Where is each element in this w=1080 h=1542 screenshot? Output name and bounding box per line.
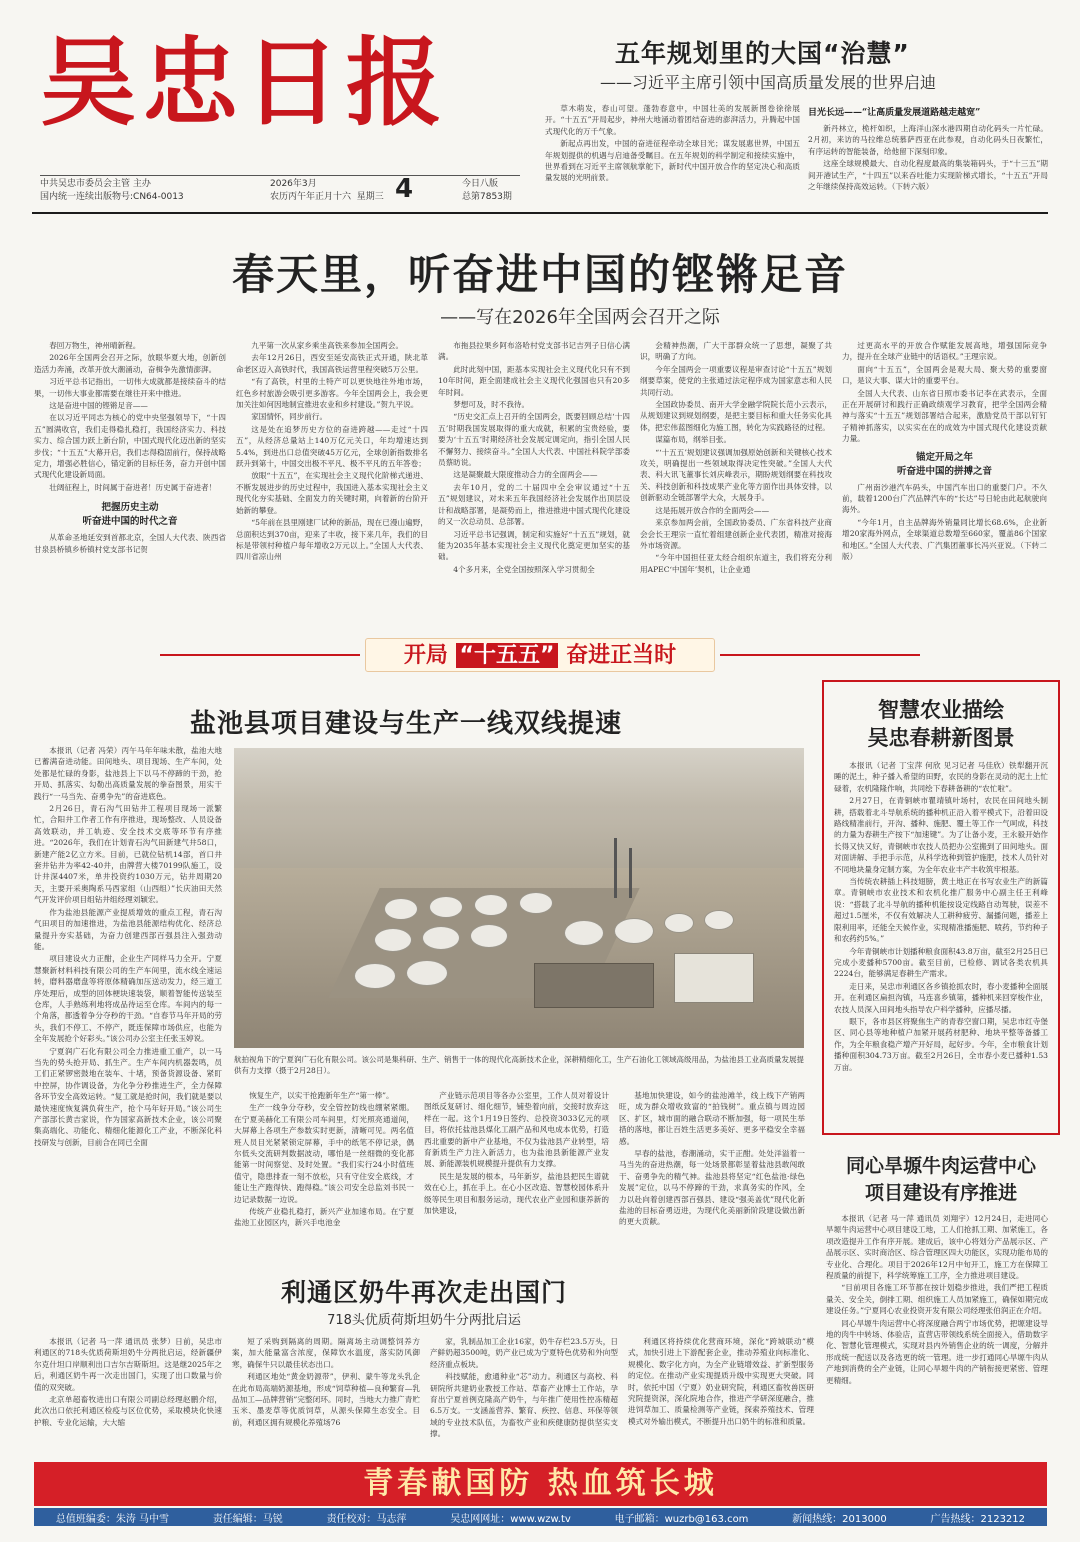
bottom-slogan-banner: 青春献国防 热血筑长城 xyxy=(34,1462,1047,1506)
agri-body: 本报讯（记者 丁宝萍 何欣 见习记者 马佳欣）铁犁翻开沉睡的泥土，种子播入希望的田野，农民的身影在灵动的泥土上忙碌着，农机隆隆作响，共同绘下春耕备耕的“农忙啦”。 2月27日，在青铜峡市瞿靖镇叶场村，农民在田间地头制耕，搭载着北斗导航系统的播种机正沿入着平模式下，沿着田设路线精准前行，开沟、播种、施肥、覆土等工作一气呵成，科技的力量为春耕生产按下“加速键”。为了让备小麦，王永毅开始作长得又快又好，青铜峡市农技人员把办公室搬到了田间地头。面对面讲解、手把手示范，从科学选种到管护施肥，技术人员针对不同地块量身定制方案，为全年农业丰产丰收筑牢根基。 当传统农耕插上科技翅膀，黄土地正在书写农业生产的新篇章。青铜峡市农业技术和农机化推广服务中心副主任王利峰说：“搭载了北斗导航的播种机能按设定线路自动驾驶，误差不超过1.5厘米，不仅有效解决人工耕种疲劳、漏播问题，播差上限利用率，还能全天候作业，实现精准播施肥、喷药，节约种子和农药约5%。” 今年青铜峡市计划播种粮食面积43.8万亩，截至2月25日已完成小麦播种5700亩。截至目前，已检修、调试各类农机具2224台，能够满足春耕生产需求。 走日来，吴忠市利通区各乡镇抢抓农时，春小麦播种全面展开。在利通区扁担沟镇，马连喜乡镇第，播种机来回穿梭作业，农技人员深入田间地头指导农户科学播种，应播尽播。 眼下，各市县区将聚焦生产的青春空窗口期，吴忠市红寺堡区、同心县等地种植户加紧开展药材肥种、地块平整等备播工作，为全年粮食稳产增产开好局，起好步。今年，全市粮食计划播种面积304.73万亩。截至2月26日，全市春小麦已播种1.53万亩。 xyxy=(834,761,1048,1072)
section-banner: 开局 “十五五” 奋进正当时 xyxy=(365,638,715,672)
footer-website[interactable]: 吴忠网网址：www.wzw.tv xyxy=(450,1513,571,1525)
yanchi-headline: 盐池县项目建设与生产一线双线提速 xyxy=(190,709,623,739)
footer-ad-hotline: 广告热线：2123212 xyxy=(930,1513,1026,1525)
day-number: 4 xyxy=(395,174,414,204)
litong-headline: 利通区奶牛再次走出国门 xyxy=(280,1278,567,1307)
yanchi-col4: 基地加快建设，如今的盐池滩羊，线上线下产销两旺，成为群众增收致富的“拍钱树”。重点镇与周边园区、扩区，城市面的融合联动不断加强，每一项民生举措的落地，都让百姓生活更多美好、更多平稳安全幸福感。 早春的盐池，春潮涌动，实干正酣。处处洋溢着一马当先的奋进热潮，每一处场景都彰显着盐池县敢闯敢干、奋勇争先的精气神。盐池县将坚定“红色盐池·绿色发展”定位，以马不停蹄的干劲，求真务实的作风，全力以赴向着创建西部百强县、建设“强美盖优”现代化新盐池的目标奋勇迈进，为现代化美丽新阶段建设做出新的更大贡献。 xyxy=(619,1091,805,1227)
yanchi-col3: 产业链示范项目等各办公室里，工作人员对着设计图纸反复研讨、细化细节，铺垫着向前，交接时放弃这样在一起。这个1月19日签约、总投资3033亿元的项目，将依托盐池县煤化工副产品和风电成本优势，打造西北重要的新中产业基地，不仅为盐池县产业转型，培育新质生产力注入新活力，也为盐池县新能源产业发展、新能源装机规模提升提供有力支撑。 民生是发展的根本，马年新岁，盐池县把民生谱就效在心上，抓在手上。在心小区改造、智慧校园体系升级等民生项目和服务运动，现代农业产业园和康养新的加快建设， xyxy=(424,1091,609,1216)
footer-email[interactable]: 电子邮箱：wuzrb@163.com xyxy=(614,1513,749,1525)
yanchi-col2: 恢复生产，以实干抢跑新年生产“第一棒”。 生产一线争分夺秒，安全管控防线也绷紧紧绷。在宁夏美赫化工有限公司车间里，灯光照亮通道间，大屏幕上各项生产参数实时更新，清晰可见。两名值班人员目光紧紧锁定屏幕，手中的纸笔不停记录，偶尔低头交流研判数据波动，哪怕是一丝细微的变化都能第一时间察觉、及时处置。“我们实行24小时值班值守，隐患排查一刻不放松，只有守住安全底线，才能让生产跑得快、跑得稳。”该公司安全总监刘书民一边记录数据一边说。 传统产业稳扎稳打，新兴产业加速布局。在宁夏盐池工业园区内，新兴手电池金 xyxy=(234,1091,414,1228)
photo-caption: 航拍视角下的宁夏润广石化有限公司。该公司是集科研、生产、销售于一体的现代化高新技术企业，深耕精细化工，生产石油化工领域高级用品，为盐池县工业高质量发展提供有力支撑（摄于2月28日）。 xyxy=(234,1055,804,1075)
weekday: 星期三 xyxy=(356,192,384,202)
litong-subheadline: 718头优质荷斯坦奶牛分两批启运 xyxy=(327,1313,521,1328)
lead-headline: 春天里，听奋进中国的铿锵足音 xyxy=(231,250,848,299)
footer-news-hotline: 新闻热线：2013000 xyxy=(792,1513,887,1525)
lead-col1: 春回万物生，神州晴新程。 2026年全国两会召开之际，放眼华夏大地，创新创造活力奔涌，改革开放大潮涌动，奋楫争先激情澎湃。 习近平总书记指出，一切伟大成就都是接续奋斗的结果，一切伟大事业都需要在继往开来中推进。 这是奋进中国的铿锵足音—— 在以习近平同志为核心的党中央坚强领导下，“十四五”圆满收官，我们走得稳扎稳打，我国经济实力、科技实力、综合国力跃上新台阶，中国式现代化迈出新的坚实步伐；“十五五”大幕开启，我们志得稳固前行，保持战略定力，增强必胜信心，锚定新的目标任务，奋力开创中国式现代化建设新局面。 壮阔征程上，时间属于奋进者！历史属于奋进者！ 把握历史主动 听奋进中国的时代之音 从革命圣地延安到首都北京，全国人大代表、陕西省甘泉县桥镇乡桥镇村党支部书记贺 xyxy=(34,341,226,554)
newspaper-title: 吴忠日报 xyxy=(40,26,448,139)
masthead-rule xyxy=(40,175,520,176)
agri-story-box xyxy=(822,680,1060,1135)
sponsor: 中共吴忠市委员会主管 主办 xyxy=(40,179,151,189)
lead-subheading-1: 把握历史主动 听奋进中国的时代之音 xyxy=(82,502,178,528)
footer-bar xyxy=(34,1508,1047,1526)
lead-subheadline: ——写在2026年全国两会召开之际 xyxy=(440,307,720,328)
top-story-headline: 五年规划里的大国“治慧” xyxy=(615,39,910,68)
top-story-col2: 目光长远——“让高质量发展道路越走越宽” 新丹林立，桅杆如织，上海洋山深水港四期自动化码头一片忙碌。2月初，来访的马拉维总统慕萨西亚在此参观，自动化码头日夜繁忙，有序运转的智能装备，给他留下深刻印象。 这座全球规模最大、自动化程度最高的集装箱码头，于“十三五”期间开港试生产，“十四五”以来吞吐能力实现阶梯式增长，“十五五”开局之年继续保持高效运转。（下转六版） xyxy=(808,108,1048,192)
lead-col5: 过更高水平的开放合作赋能发展高地，增强国际竞争力，提升在全球产业链中的话语权。”王理宗说。 面向“十五五”，全国两会是观大局、聚大势的重要窗口，是议大事、谋大计的重要平台。 全国人大代表、山东省日照市委书记李在武表示，全面正在开展研讨和践行正确政绩观学习教育，把学全国两会精神与落实“十五五”规划部署结合起来，激励党员干部以钉钉子精神抓落实，以实实在在的成效为中国式现代化建设贡献力量。 锚定开局之年 听奋进中国的拼搏之音 广州南沙港汽车码头，中国汽车出口的重要门户。不久前，载着1200台广汽品牌汽车的“长达”号日轮由此起航驶向海外。 “今年1月，自主品牌海外销量同比增长68.6%，企业新增20家海外网点，全球渠道总数增至660家，覆盖86个国家和地区。”全国人大代表、广汽集团董事长冯兴亚说。（下转二版） xyxy=(842,341,1047,562)
cn-number: 国内统一连续出版物号:CN64-0013 xyxy=(40,192,184,202)
banner-line-left xyxy=(160,654,360,656)
litong-col3: 家，乳制品加工企业16家，奶牛存栏23.5万头，日产鲜奶超3500吨，奶产业已成为宁夏特色优势和外向型经济重点板块。 科技赋能，愈通种业“芯”动力。利通区与高校、科研院所共建奶业教授工作站、草畜产业博士工作站，孕育出宁夏首例克隆高产奶牛，与年推广使用性控冻精超6.5万支。一支涵盖营养、繁育、疾控、信息、环保等领域的专业技术队伍，为畜牧产业和疾健康防提供坚实支撑。 xyxy=(430,1337,618,1439)
footer-editor-in-chief: 总值班编委：朱涛 马中雪 xyxy=(55,1513,170,1525)
litong-col1: 本报讯（记者 马一萍 通讯员 张梦）日前，吴忠市利通区的718头优质荷斯坦奶牛分两批启运，经新疆伊尔克什坦口岸顺利出口吉尔吉斯斯坦。这是继2025年之后，利通区奶牛再一次走出国门，实现了出口数量与价值的双突破。 北京单超畜牧进出口有限公司副总经理赵鹏介绍，此次出口依托利通区检疫与区位优势，采取模块化快速护粮、专业化运输，大大缩 xyxy=(34,1337,222,1427)
lead-col4: 会精神热潮，广大干部群众统一了思想，凝聚了共识，明确了方向。 今年全国两会一项重要议程是审查讨论“十五五”规划纲要草案，使党的主张通过法定程序成为国家意志和人民共同行动。 全国政协委员、南开大学金融学院院长范小云表示，从规划建议到规划纲要，是把主要目标和重大任务实化具体，把宏伟蓝图细化为施工图，转化为实践路径的过程。 谋篇布局，纲举目张。 “‘十五五’规划建议强调加强原始创新和关键核心技术攻关，明确提出一些领域取得决定性突破。”全国人大代表、科大讯飞董事长刘庆峰表示，期盼规划纲要在科技攻关、科技创新和科技成果产业化等方面作出具体安排，以创新驱动全链部署学大众，大展身手。 这是拓展开放合作的全面两会—— 来京参加两会前，全国政协委员、广东省科技产业商会会长王理宗一直忙着组建创新企业代表团，精准对接海外市场资源。 “今年中国担任亚太经合组织东道主，我们将充分利用APEC‘中国年’契机，让企业通 xyxy=(640,341,832,574)
footer-proofreader: 责任校对：马志萍 xyxy=(326,1513,407,1525)
yanchi-col1: 本报讯（记者 冯荣）丙午马年年味未散，盐池大地已蓄满奋进动能。田间地头、项目现场、生产车间，处处都是忙碌的身影，盐池县上下以马不停蹄的干劲，抢开局、抓落实、勾勒出高质量发展的拳奋图景，用实干践行“一马当先、奋勇争先”的奋进底色。 2月26日，青石沟气田钻井工程项目现场一派繁忙，合阳井工作者工作有序推进，现场整改、人员设备高效联动，并工轨迹、安全技术交底等环节有序推进。“2026年，我们在计划青石沟气田新建气井58口，新建产能2亿立方米。目前，已就位钻机14部，首口井套井钻井为率42-40井，由牌营大楼70199队施工，设计井深4407米，单井投资约1030万元，钻井周期20天，主要开采奥陶系马西家组（山西组）”长庆油田天然气开发评价项目组钻井组经理刘颖宏。 作为盐池县能源产业提质增效的重点工程，青石沟气田项目的加速推进，为盐池县能源结构优化、经济总量提升夯实基础，为奋力创建西部百强县注入强劲动能。 项目建设火力正酣，企业生产同样马力全开。宁夏慧聚新材料科技有限公司的生产车间里，流水线全速运转，磨料器磨盘等将原体精确加压送动发力，经三道工序处理后，成型的回体梗块速装袋，顺着智能传送装至仓库，人手熟练利地将成品待运至仓库。车间内的每一个角落，都透着争分夺秒的干劲。“自春节马年开局的劳头，我们不停工、不停产，既连保障市场供应，也能为全年发展抢个好彩头。”该公司办公室主任张玉婷说。 宁夏润广石化有限公司全力推进重工重产，以一马当先的势头抢开局、抓生产。生产车间内机器轰鸣，员工们正紧锣密鼓地在装车、十堵，预备货源设备、紧盯中控屏，协作调设备，为化争分秒推进生产，全力保障各环节安全高效运转。“复工就是抢时间，我们就是要以最快速度恢复满负荷生产，抢个马年好开局。”该公司生产部部长黄吉家说，作为国家高新技术企业，该公司聚集高端化、功能化、精细化能源化工产业，不断深化科技研发与创新，目前合在同已全面 xyxy=(34,746,222,1147)
litong-col2: 短了采购到隔离的周期。隔离场主动调整饲养方案，加大能量富含浓度，保障饮水温度，落实防风御寒，确保牛只以最佳状态出口。 利通区地处“黄金奶源带”，伊利、蒙牛等龙头乳企在此布局高端奶源基地，形成“饲草种植—良种繁育—乳品加工—品牌营销”完整闭环。同时，当地大力推广青贮玉米、墨麦草等优质饲草，从源头保障生态安全。目前，利通区拥有规模化养殖场76 xyxy=(232,1337,420,1427)
edition: 今日八版 xyxy=(462,179,499,189)
lead-col2: 九平第一次从家乡乘坐高铁来参加全国两会。 去年12月26日，西安至延安高铁正式开通，陕北革命老区迈入高铁时代，我国高铁运营里程突破5万公里。 “有了高铁，村里的土特产可以更快地往外地市场，红色乡村旅游会吸引更多游客。今年全国两会上，我会更加关注如何因地制宜推进农业和乡村建设。”贺九平说。 家国情怀，同步前行。 这是处在追梦历史方位的奋进跨越——走过“十四五”，从经济总量站上140万亿元关口，年均增速达到5.4%，到进出口总值突破45万亿元，全球创新指数排名跃升到第十，中国交出极不平凡、极不平凡的五年答卷； 放眼“十五五”，在实现社会主义现代化阶梯式递进、不断发展进步的历史过程中，我国进入基本实现社会主义现代化夯实基础、全面发力的关键时期，向着新的台阶开始新的攀登。 “5年前在县里刚建厂试种的新品，现在已漫山遍野，总面积达到370亩，迎来了丰收，接下来几年，我们的目标是带领村种植户每年增收2万元以上。”全国人大代表、四川省凉山州 xyxy=(236,341,428,562)
footer-editor: 责任编辑：马锐 xyxy=(212,1513,283,1525)
agri-headline: 智慧农业描绘 吴忠春耕新图景 xyxy=(867,698,1015,750)
aerial-photo-chemical-plant xyxy=(234,748,804,1048)
top-story-subheadline: ——习近平主席引领中国高质量发展的世界启迪 xyxy=(600,73,937,92)
header-divider xyxy=(32,212,1048,214)
litong-col4: 利通区将持续优化营商环境，深化“跨城联动”模式，加快引进上下游配套企业，推动养殖业向标准化、规模化、数字化方向，为全产业链增效益、扩新型服务的定位。在推动产业实现提质升级中实现更大突破。同时，依托中国（宁夏）奶业研究院，利通区畜牧兽医研究院提资深，深化院地合作，推进产学研深度融合，推进饲草加工、质量检测等产业链，探索养殖技术、管理模式对外输出模式，不断提升出口奶牛的标准和质量。 xyxy=(628,1337,814,1426)
lead-subheading-2: 锚定开局之年 听奋进中国的拼搏之音 xyxy=(896,451,992,477)
beef-body: 本报讯（记者 马一萍 通讯员 刘翔宇）12月24日，走进同心旱塬牛肉运营中心项目建设工地，工人们抢抓工期、加紧施工，各项改造提升工作有序开展。建成后，该中心将划分产品展示区、产品展示区、实时商洽区、综合管理区四大功能区，实现功能布局的专业化、合理化。项目于2026年12月中旬开工，施工方在保障工程质量的前提下，科学统筹施工工序，全力推进项目建设。 “目前项目各施工环节都在按计划稳步推进，我们严把工程质量关、安全关，倒排工期、组织施工人员加紧施工，确保如期完成建设任务。”宁夏同心农业投资开发有限公司经理张伯润正在介绍。 同心旱塬牛肉运营中心将深度融合两宁市场优势，把塬建设导地的肉牛中转场、体验店，直营店带领线系统全面接入，借助数字化、智慧化管理模式，实现对县内外销售企业的统一调度，分解并形成统一配送以及各选更的统一管理。进一步打通同心旱塬牛肉从产地到消费的全产业链，让同心旱塬牛肉的产销衔接更紧密、管理更精细。 xyxy=(826,1214,1048,1385)
top-story-col1: 草木萌发，春山可望。蓬勃春意中，中国壮美的发展新图卷徐徐展开。“十五五”开局起步，神州大地涌动着团结奋进的澎湃活力，升腾起中国式现代化的万千气象。 新起点再出发，中国的奋进征程牵动全球目光；谋发展惠世界，中国五年规划提供的机遇与启迪备受瞩目。在五年规划的科学制定和接续实施中，世界看到在习近平主席领航掌舵下，新时代中国开放合作的坚定决心和高质量发展的光明前景。 xyxy=(545,104,800,183)
issue-number: 总第7853期 xyxy=(462,192,512,202)
lunar-date: 农历丙午年正月十六 xyxy=(270,192,352,202)
beef-headline: 同心旱塬牛肉运营中心 项目建设有序推进 xyxy=(845,1155,1036,1204)
lead-col3: 布拖县拉果乡阿布洛哈村党支部书记吉列子日信心满满。 此时此刻中国，距基本实现社会主义现代化只有不到10年时间，距全面建成社会主义现代化强国也只有20多年时间。 梦想可及，时不我待。 “历史交汇点上召开的全国两会，既要回顾总结‘十四五’时期我国发展取得的重大成就，积累的宝贵经验，要要为‘十五五’时期经济社会发展定调定向，指引全国人民不懈努力、接续奋斗。”全国人大代表、中国社科院学部委员蔡昉说。 这是凝聚最大限度推动合力的全面两会—— 去年10月，党的二十届四中全会审议通过“十五五”规划建议，对未来五年我国经济社会发展作出顶层设计和战略部署，是凝势而上，推进推进中国式现代化建设的又一次总动员、总部署。 习近平总书记强调，制定和实施好“十五五”规划，就能为2035年基本实现社会主义现代化奠定更加坚实的基础。 4个多月来，全党全国按照深入学习贯彻全 xyxy=(438,341,630,574)
banner-line-right xyxy=(720,654,920,656)
masthead-info-left xyxy=(40,178,184,204)
edition-info xyxy=(462,178,512,204)
pub-date: 2026年3月 xyxy=(270,179,317,189)
masthead-date xyxy=(270,178,384,204)
